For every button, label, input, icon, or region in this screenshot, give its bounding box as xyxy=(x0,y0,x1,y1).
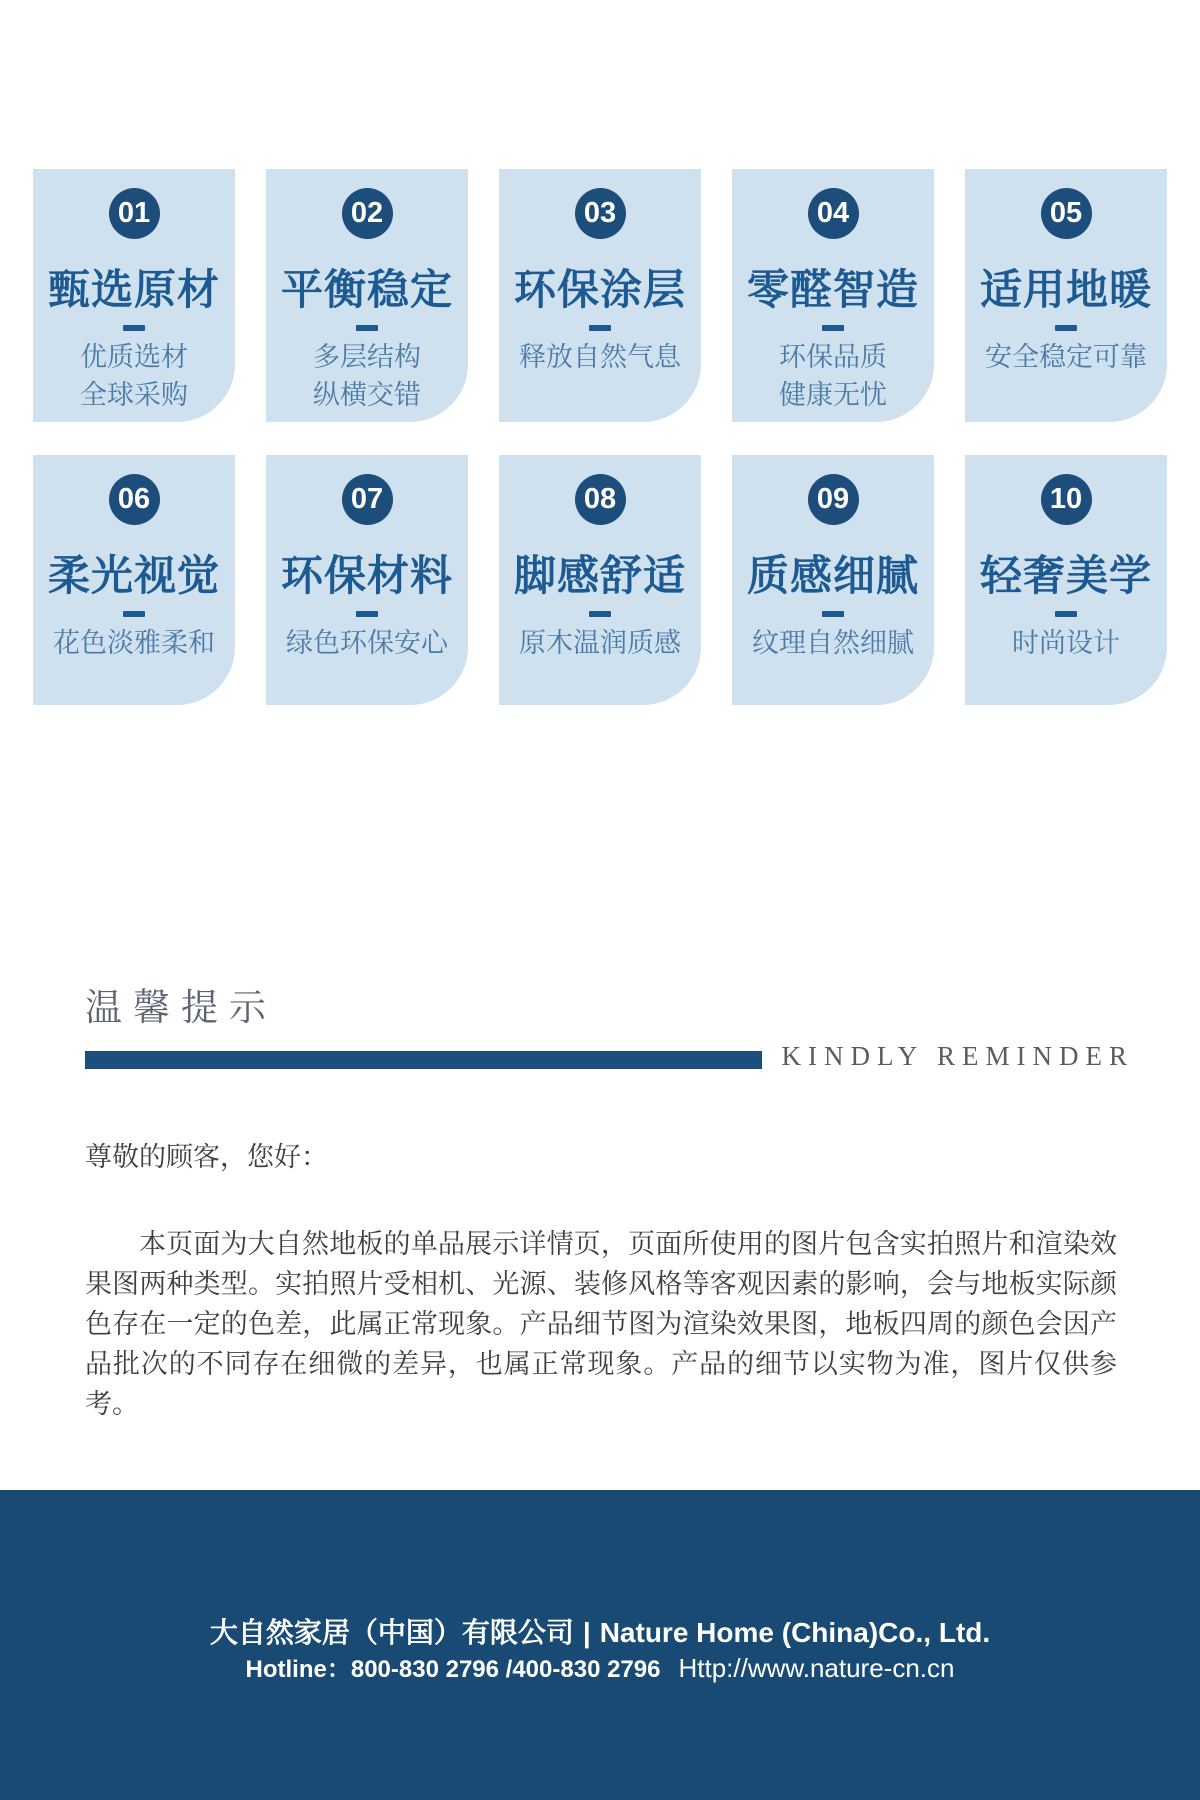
dash-divider xyxy=(123,611,145,617)
feature-desc-line: 健康无忧 xyxy=(779,380,887,410)
feature-title: 适用地暖 xyxy=(979,266,1152,313)
feature-description xyxy=(965,338,1167,376)
dash-divider xyxy=(123,325,145,331)
feature-desc-line: 全球采购 xyxy=(80,380,188,410)
feature-description xyxy=(732,338,934,414)
feature-card-01 xyxy=(33,169,235,422)
feature-desc-line: 时尚设计 xyxy=(1012,628,1120,658)
feature-number: 03 xyxy=(583,197,617,229)
salutation-text: 尊敬的顾客，您好： xyxy=(85,1142,328,1172)
feature-title: 质感细腻 xyxy=(746,552,919,599)
feature-desc-line: 环保品质 xyxy=(779,342,887,372)
hotline-label: Hotline： xyxy=(245,1656,351,1683)
feature-number-badge xyxy=(575,474,626,525)
footer-band xyxy=(0,1490,1200,1800)
dash-divider xyxy=(356,611,378,617)
feature-number-badge xyxy=(808,188,859,239)
feature-card-03 xyxy=(499,169,701,422)
feature-title: 脚感舒适 xyxy=(513,552,686,599)
feature-card-08 xyxy=(499,455,701,705)
feature-number: 07 xyxy=(350,483,384,515)
feature-card-06 xyxy=(33,455,235,705)
feature-number: 04 xyxy=(816,197,850,229)
feature-title: 柔光视觉 xyxy=(47,552,220,599)
feature-description xyxy=(965,624,1167,662)
dash-divider xyxy=(1055,611,1077,617)
feature-desc-line: 花色淡雅柔和 xyxy=(53,628,215,658)
feature-title: 平衡稳定 xyxy=(280,266,453,313)
feature-description xyxy=(732,624,934,662)
feature-number-badge xyxy=(808,474,859,525)
feature-desc-line: 纹理自然细腻 xyxy=(752,628,914,658)
feature-desc-line: 优质选材 xyxy=(80,342,188,372)
features-row-2 xyxy=(33,455,1167,705)
feature-card-10 xyxy=(965,455,1167,705)
feature-number-badge xyxy=(109,474,160,525)
feature-number: 09 xyxy=(816,483,850,515)
company-separator: | xyxy=(582,1617,591,1648)
feature-number-badge xyxy=(109,188,160,239)
feature-number: 08 xyxy=(583,483,617,515)
reminder-divider-bar xyxy=(85,1051,762,1069)
feature-description xyxy=(33,338,235,414)
reminder-heading-en: KINDLY REMINDER xyxy=(781,1041,1134,1071)
feature-number: 10 xyxy=(1049,483,1083,515)
feature-title: 零醛智造 xyxy=(746,266,919,313)
dash-divider xyxy=(1055,325,1077,331)
dash-divider xyxy=(822,325,844,331)
feature-number: 02 xyxy=(350,197,384,229)
feature-number-badge xyxy=(1041,188,1092,239)
feature-title: 轻奢美学 xyxy=(979,552,1152,599)
feature-desc-line: 原木温润质感 xyxy=(519,628,681,658)
feature-description xyxy=(33,624,235,662)
dash-divider xyxy=(589,325,611,331)
feature-card-09 xyxy=(732,455,934,705)
feature-description xyxy=(266,338,468,414)
dash-divider xyxy=(356,325,378,331)
feature-card-04 xyxy=(732,169,934,422)
reminder-body-text: 本页面为大自然地板的单品展示详情页，页面所使用的图片包含实拍照片和渲染效果图两种类型。实拍照片受相机、光源、装修风格等客观因素的影响，会与地板实际颜色存在一定的色差，此属正常现象。产品细节图为渲染效果图，地板四周的颜色会因产品批次的不同存在细微的差异，也属正常现象。产品的细节以实物为准，图片仅供参考。 xyxy=(85,1229,1117,1419)
company-name-en: Nature Home (China)Co., Ltd. xyxy=(599,1617,991,1648)
feature-title: 环保材料 xyxy=(280,552,453,599)
website-url: Http://www.nature-cn.cn xyxy=(678,1653,955,1683)
dash-divider xyxy=(822,611,844,617)
feature-desc-line: 纵横交错 xyxy=(313,380,421,410)
feature-desc-line: 绿色环保安心 xyxy=(286,628,448,658)
feature-description xyxy=(266,624,468,662)
feature-desc-line: 释放自然气息 xyxy=(519,342,681,372)
dash-divider xyxy=(589,611,611,617)
feature-description xyxy=(499,624,701,662)
features-row-1 xyxy=(33,169,1167,422)
company-name-cn: 大自然家居（中国）有限公司 xyxy=(209,1617,574,1648)
footer-company-line xyxy=(0,1616,1200,1650)
feature-desc-line: 安全稳定可靠 xyxy=(985,342,1147,372)
feature-number-badge xyxy=(1041,474,1092,525)
hotline-numbers: 800-830 2796 /400-830 2796 xyxy=(350,1656,661,1683)
feature-number: 01 xyxy=(117,197,151,229)
feature-number-badge xyxy=(575,188,626,239)
feature-card-05 xyxy=(965,169,1167,422)
footer-hotline-line xyxy=(0,1653,1200,1685)
feature-title: 甄选原材 xyxy=(47,266,220,313)
feature-number: 06 xyxy=(117,483,151,515)
feature-number: 05 xyxy=(1049,197,1083,229)
reminder-heading-cn: 温馨提示 xyxy=(85,987,277,1028)
feature-card-07 xyxy=(266,455,468,705)
feature-title: 环保涂层 xyxy=(513,266,686,313)
feature-number-badge xyxy=(342,474,393,525)
feature-number-badge xyxy=(342,188,393,239)
feature-card-02 xyxy=(266,169,468,422)
feature-desc-line: 多层结构 xyxy=(313,342,421,372)
feature-description xyxy=(499,338,701,376)
